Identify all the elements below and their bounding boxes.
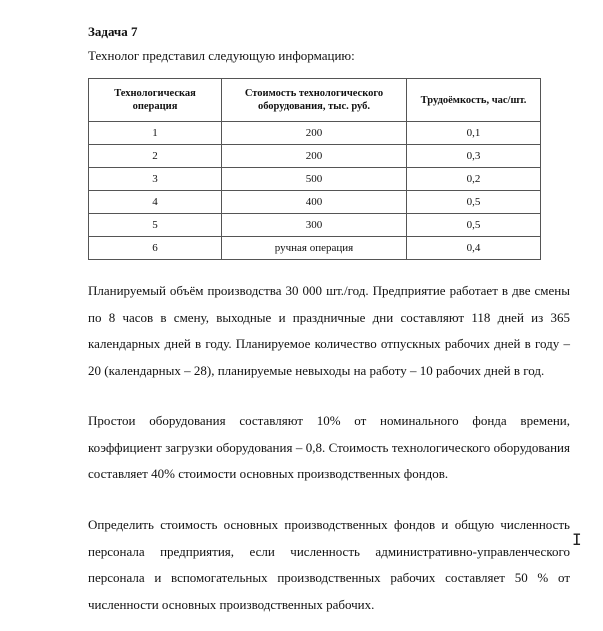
task-title: Задача 7: [88, 24, 138, 39]
table-cell: 4: [89, 191, 222, 214]
column-header-equipment-cost: Стоимость технологического оборудования, тыс. руб.: [222, 79, 407, 122]
table-row: [89, 122, 541, 145]
operations-table: [88, 78, 541, 260]
text-cursor-icon: I: [572, 530, 582, 549]
table-cell: 5: [89, 214, 222, 237]
table-cell: 0,4: [407, 237, 541, 260]
table-cell: 6: [89, 237, 222, 260]
table-row: [89, 237, 541, 260]
table-cell: 500: [222, 168, 407, 191]
table-cell: 0,3: [407, 145, 541, 168]
table-cell: 0,1: [407, 122, 541, 145]
table-cell: 1: [89, 122, 222, 145]
table-row: [89, 191, 541, 214]
intro-text: Технолог представил следующую информацию:: [88, 48, 355, 63]
column-header-operation: Технологическая операция: [89, 79, 222, 122]
table-cell: 400: [222, 191, 407, 214]
table-row: [89, 214, 541, 237]
table-row: [89, 168, 541, 191]
table-cell: 200: [222, 122, 407, 145]
table-cell: 0,5: [407, 214, 541, 237]
table-header-row: [89, 79, 541, 122]
table-cell: 300: [222, 214, 407, 237]
table-cell: ручная операция: [222, 237, 407, 260]
table-row: [89, 145, 541, 168]
table-cell: 3: [89, 168, 222, 191]
paragraph-production: Планируемый объём производства 30 000 шт./год. Предприятие работает в две смены по 8 часов в смену, выходные и праздничные дни составляют 118 дней из 365 календарных дней в году. Планируемое количество отпускных рабочих дней в году – 20 (календарных – 28), планируемые невыходы на работу – 10 рабочих дней в год.: [88, 283, 570, 378]
column-header-labor-intensity: Трудоёмкость, час/шт.: [407, 79, 541, 122]
paragraph-equipment: Простои оборудования составляют 10% от номинального фонда времени, коэффициент загрузки оборудования – 0,8. Стоимость технологического оборудования составляет 40% стоимости основных производственных фондов.: [88, 413, 570, 481]
table-cell: 0,5: [407, 191, 541, 214]
table-cell: 0,2: [407, 168, 541, 191]
table-cell: 2: [89, 145, 222, 168]
table-cell: 200: [222, 145, 407, 168]
paragraph-question: Определить стоимость основных производственных фондов и общую численность персонала предприятия, если численность административно-управленческого персонала и вспомогательных производственных рабочих составляет 50 % от численности основных производственных рабочих.: [88, 517, 570, 612]
